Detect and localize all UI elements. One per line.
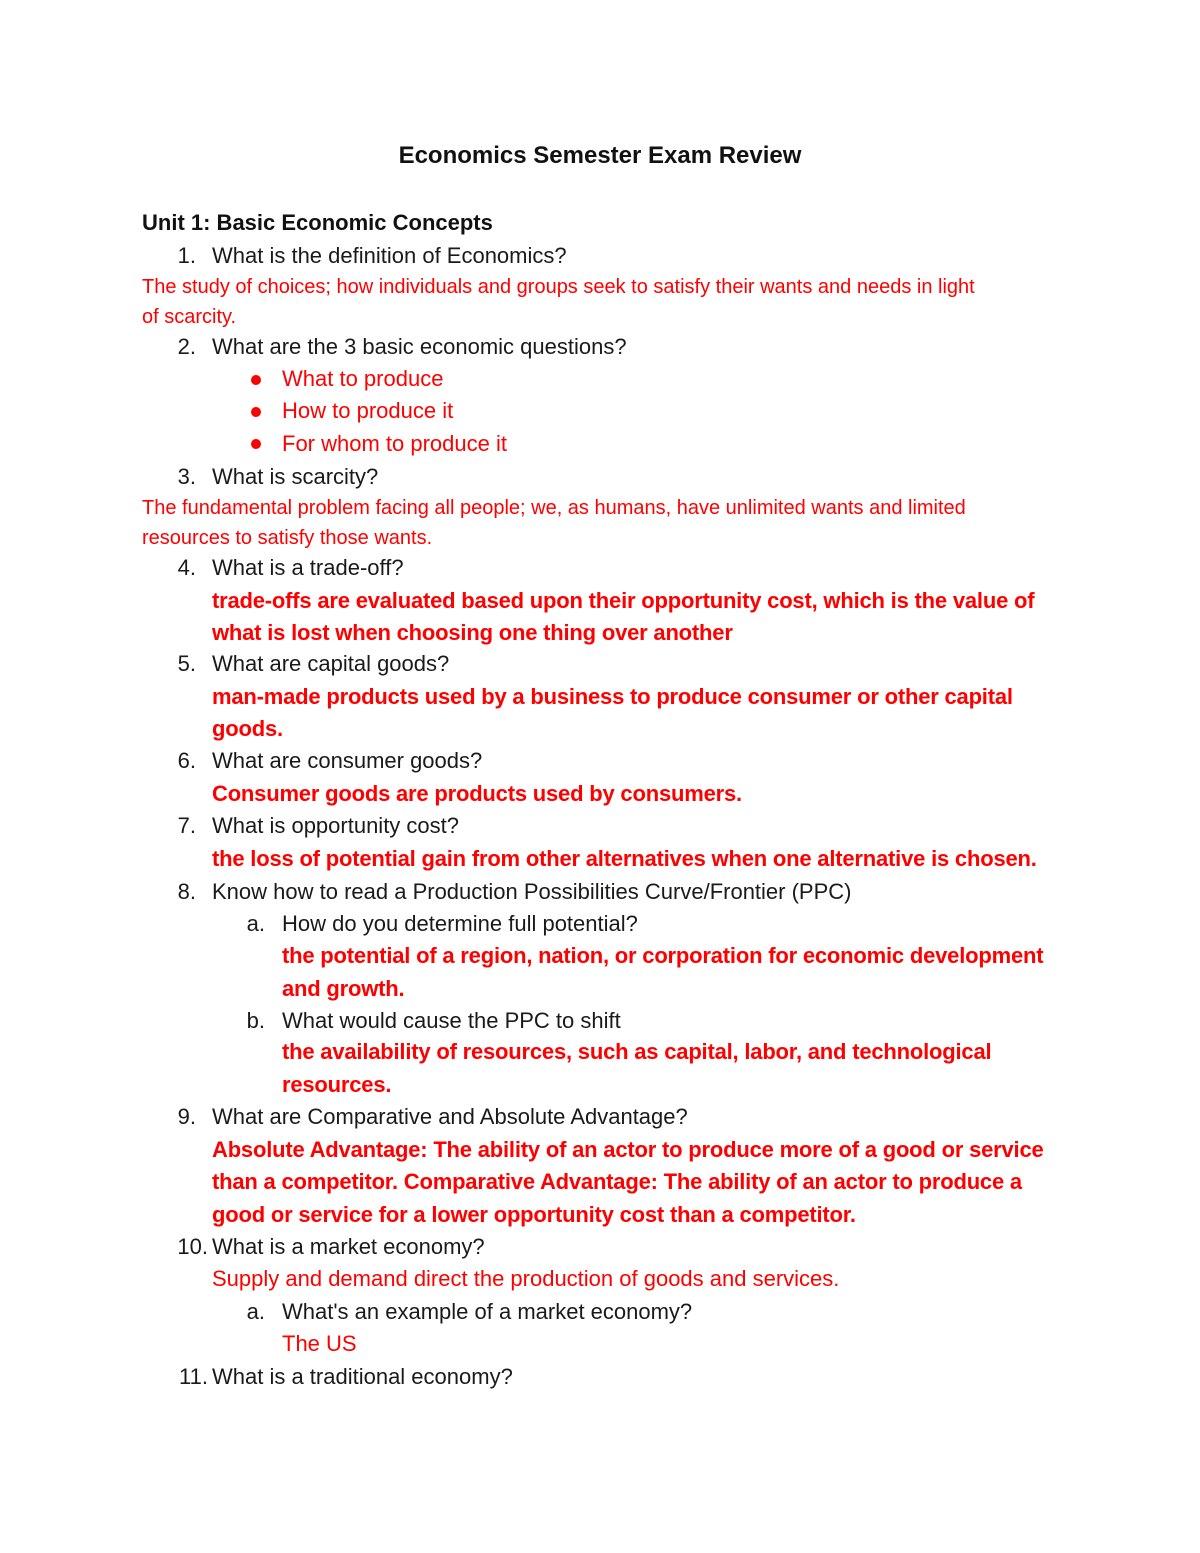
bullet-answer: What to produce xyxy=(282,366,444,391)
question-text: What are the 3 basic economic questions? xyxy=(212,334,627,359)
bullet-answer: How to produce it xyxy=(282,398,454,423)
subquestion-label: a. xyxy=(246,911,265,936)
answer-line: good or service for a lower opportunity cost than a competitor. xyxy=(212,1202,856,1227)
answer-line: The study of choices; how individuals and groups seek to satisfy their wants and needs in light xyxy=(142,276,975,298)
question-number: 3. xyxy=(177,464,196,489)
question-text: What are capital goods? xyxy=(212,651,450,676)
question-number: 4. xyxy=(177,555,196,580)
answer-line: Consumer goods are products used by consumers. xyxy=(212,781,742,806)
question-number: 11. xyxy=(179,1364,208,1389)
answer-line: The US xyxy=(282,1331,357,1356)
question-number: 5. xyxy=(177,651,196,676)
bullet-answer: For whom to produce it xyxy=(282,431,507,456)
answer-line: goods. xyxy=(212,716,283,741)
answer-line: Absolute Advantage: The ability of an actor to produce more of a good or service xyxy=(212,1137,1044,1162)
page-title: Economics Semester Exam Review xyxy=(398,142,802,169)
bullet-icon xyxy=(251,375,261,385)
answer-line: trade-offs are evaluated based upon their opportunity cost, which is the value of xyxy=(212,588,1035,613)
question-text: What is opportunity cost? xyxy=(212,813,460,838)
question-text: What is a market economy? xyxy=(212,1234,485,1259)
answer-line: the loss of potential gain from other alternatives when one alternative is chosen. xyxy=(212,846,1037,871)
question-number: 7. xyxy=(177,813,196,838)
question-text: Know how to read a Production Possibilities Curve/Frontier (PPC) xyxy=(212,879,852,904)
answer-line: resources to satisfy those wants. xyxy=(142,527,433,549)
answer-line: what is lost when choosing one thing over another xyxy=(212,620,733,645)
answer-line: Supply and demand direct the production of goods and services. xyxy=(212,1266,840,1291)
answer-line: The fundamental problem facing all people; we, as humans, have unlimited wants and limited xyxy=(142,497,966,519)
question-number: 10. xyxy=(177,1234,208,1259)
question-text: What are Comparative and Absolute Advantage? xyxy=(212,1104,688,1129)
question-number: 2. xyxy=(177,334,196,359)
answer-line: than a competitor. Comparative Advantage: The ability of an actor to produce a xyxy=(212,1169,1022,1194)
question-number: 8. xyxy=(177,879,196,904)
question-text: What is a traditional economy? xyxy=(212,1364,513,1389)
answer-line: the potential of a region, nation, or corporation for economic development xyxy=(282,943,1044,968)
answer-line: man-made products used by a business to produce consumer or other capital xyxy=(212,684,1013,709)
question-text: What are consumer goods? xyxy=(212,748,483,773)
question-number: 6. xyxy=(177,748,196,773)
bullet-icon xyxy=(251,407,261,417)
answer-line: the availability of resources, such as capital, labor, and technological xyxy=(282,1039,992,1064)
question-text: What is a trade-off? xyxy=(212,555,404,580)
answer-line: resources. xyxy=(282,1072,392,1097)
subquestion-label: a. xyxy=(246,1299,265,1324)
subquestion-text: How do you determine full potential? xyxy=(282,911,638,936)
bullet-icon xyxy=(251,439,261,449)
subquestion-label: b. xyxy=(246,1008,265,1033)
subquestion-text: What would cause the PPC to shift xyxy=(282,1008,621,1033)
question-number: 9. xyxy=(177,1104,196,1129)
unit-heading: Unit 1: Basic Economic Concepts xyxy=(142,210,493,235)
question-text: What is the definition of Economics? xyxy=(212,243,567,268)
answer-line: and growth. xyxy=(282,976,405,1001)
subquestion-text: What's an example of a market economy? xyxy=(282,1299,693,1324)
question-number: 1. xyxy=(177,243,196,268)
answer-line: of scarcity. xyxy=(142,306,237,328)
question-text: What is scarcity? xyxy=(212,464,379,489)
